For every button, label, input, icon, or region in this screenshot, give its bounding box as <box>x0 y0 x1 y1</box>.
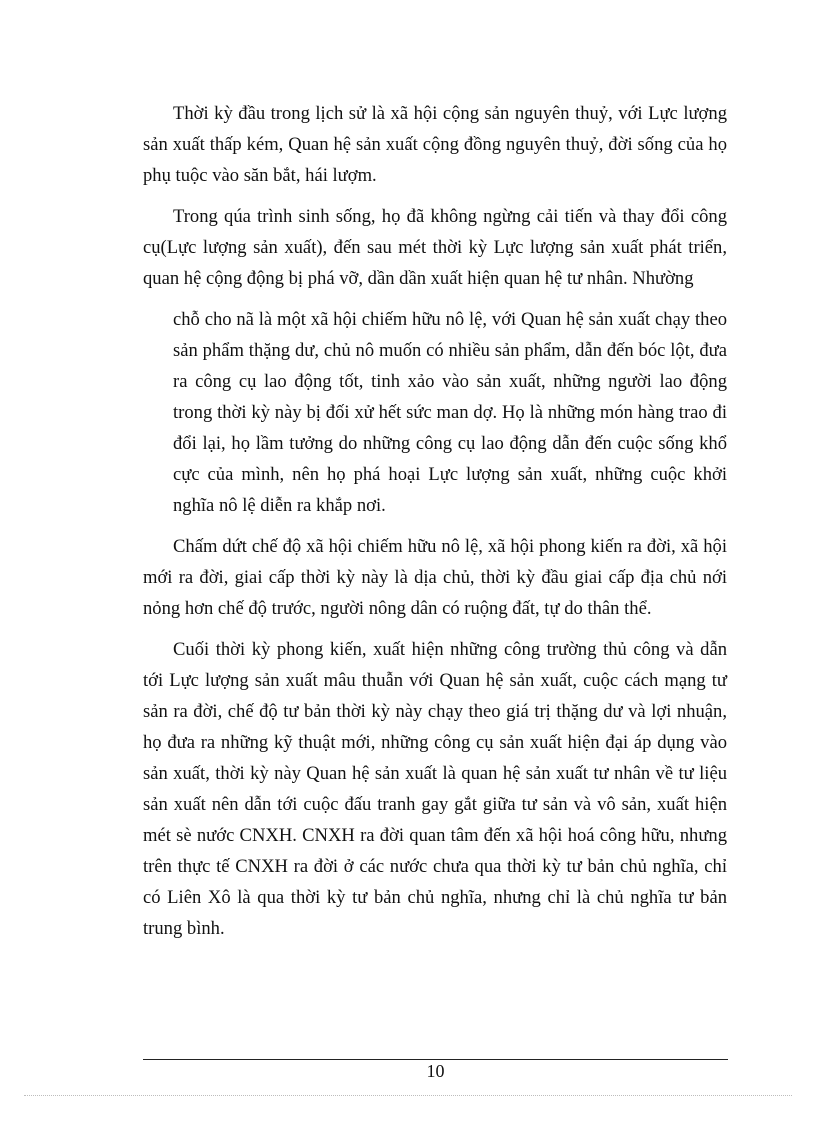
page-bottom-dotted-line <box>24 1095 792 1096</box>
paragraph-3: chỗ cho nã là một xã hội chiếm hữu nô lệ, với Quan hệ sản xuất chạy theo sản phẩm thặng dư, chủ nô muốn có nhiều sản phẩm, dẫn đến bóc lột, đưa ra công cụ lao động tốt, tinh xảo vào sản xuất, những người lao động trong thời kỳ này bị đối xử hết sức man dợ. Họ là những món hàng trao đi đổi lại, họ lầm tưởng do những công cụ lao động dẫn đến cuộc sống khổ cực của mình, nên họ phá hoại Lực lượng sản xuất, những cuộc khởi nghĩa nô lệ diễn ra khắp nơi. <box>173 309 727 516</box>
paragraph-1: Thời kỳ đầu trong lịch sử là xã hội cộng sản nguyên thuỷ, với Lực lượng sản xuất thấp kém, Quan hệ sản xuất cộng đồng nguyên thuỷ, đời sống của họ phụ tuộc vào săn bắt, hái lượm. <box>143 103 727 186</box>
paragraph-2: Trong qúa trình sinh sống, họ đã không ngừng cải tiến và thay đổi công cụ(Lực lượng sản xuất), đến sau mét thời kỳ Lực lượng sản xuất phát triển, quan hệ cộng động bị phá vỡ, dần dần xuất hiện quan hệ tư nhân. Nhường <box>143 206 727 289</box>
page-number: 10 <box>426 1061 445 1081</box>
paragraph-4: Chấm dứt chế độ xã hội chiếm hữu nô lệ, xã hội phong kiến ra đời, xã hội mới ra đời, giai cấp thời kỳ này là dịa chủ, thời kỳ đầu giai cấp địa chủ nới nỏng hơn chế độ trước, người nông dân có ruộng đất, tự do thân thể. <box>143 536 727 619</box>
paragraph-5: Cuối thời kỳ phong kiến, xuất hiện những công trường thủ công và dẫn tới Lực lượng sản xuất mâu thuẫn với Quan hệ sản xuất, cuộc cách mạng tư sản ra đời, chế độ tư bản thời kỳ này chạy theo giá trị thặng dư và lợi nhuận, họ đưa ra những kỹ thuật mới, những công cụ sản xuất hiện đại áp dụng vào sản xuất, thời kỳ này Quan hệ sản xuất là quan hệ sản xuất tư nhân về tư liệu sản xuất nên dẫn tới cuộc đấu tranh gay gắt giữa tư sản và vô sản, xuất hiện mét sè nước CNXH. CNXH ra đời quan tâm đến xã hội hoá công hữu, nhưng trên thực tế CNXH ra đời ở các nước chưa qua thời kỳ tư bản chủ nghĩa, chỉ có Liên Xô là qua thời kỳ tư bản chủ nghĩa, nhưng chỉ là chủ nghĩa tư bản trung bình. <box>143 639 727 939</box>
body-text <box>143 98 727 954</box>
